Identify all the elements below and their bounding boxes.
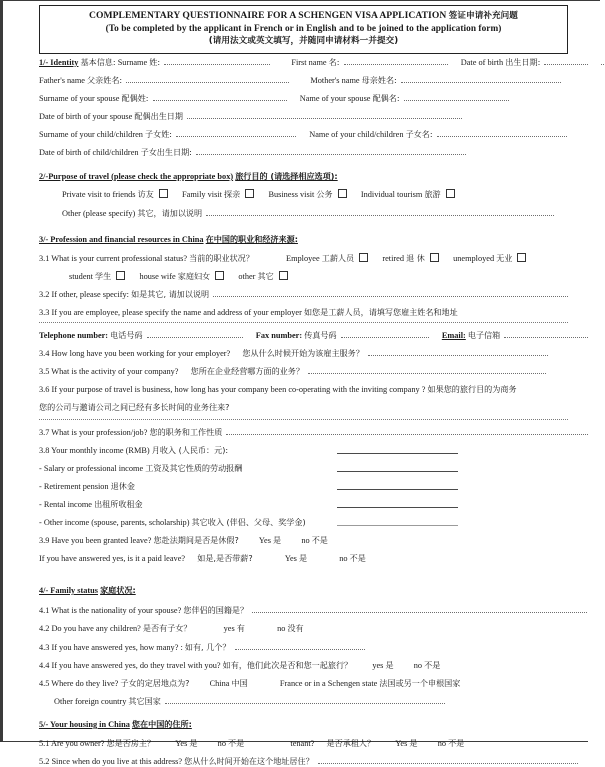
label-spouse-surname-cn: 配偶姓: bbox=[121, 93, 149, 103]
q38-label-en: 3.8 Your monthly income (RMB) bbox=[39, 446, 150, 455]
section3-q32-row bbox=[39, 289, 569, 300]
field-telephone[interactable] bbox=[147, 330, 243, 338]
field-income-total[interactable] bbox=[337, 453, 458, 454]
label-child-name-cn: 子女名: bbox=[405, 129, 433, 139]
field-income-pension[interactable] bbox=[337, 489, 458, 490]
section5-heading-cn: 您在中国的住所: bbox=[131, 719, 192, 729]
section5-q51-row bbox=[39, 738, 464, 749]
label-fax-cn: 传真号码 bbox=[304, 330, 337, 340]
checkbox-student[interactable] bbox=[116, 271, 125, 280]
checkbox-family-visit[interactable] bbox=[245, 189, 254, 198]
q51-label-en: 5.1 Are you owner? bbox=[39, 739, 105, 748]
label-father-cn: 父亲姓名: bbox=[87, 75, 123, 85]
q43-label-en: 4.3 If you have answered yes, how many? : bbox=[39, 643, 183, 652]
checkbox-individual-tourism[interactable] bbox=[446, 189, 455, 198]
income-rental-cn: 出租所收租金 bbox=[94, 499, 143, 509]
q51-tenant-yes-en[interactable]: Yes bbox=[395, 739, 408, 748]
q31-opt-unemployed-en: unemployed bbox=[453, 254, 495, 263]
option-family-visit-cn: 探亲 bbox=[224, 189, 241, 199]
field-firstname[interactable] bbox=[344, 57, 448, 65]
q39b-yes-en[interactable]: Yes bbox=[284, 554, 297, 563]
q37-label-en: 3.7 What is your profession/job? bbox=[39, 428, 148, 437]
q43-label-cn: 如有, 几个？ bbox=[184, 642, 231, 652]
section3-contact-row bbox=[39, 330, 591, 341]
q36-label-cn2: 您的公司与邀请公司之间已经有多长时间的业务往来? bbox=[39, 402, 230, 412]
section4-q42-row bbox=[39, 623, 304, 634]
label-child-dob-en: Date of birth of child/children bbox=[39, 148, 139, 157]
q32-label-en: 3.2 If other, please specify: bbox=[39, 290, 129, 299]
section1-heading-en: 1/- Identity bbox=[39, 58, 79, 67]
option-private-visit-en: Private visit to friends bbox=[62, 190, 136, 199]
section3-income-rental bbox=[39, 499, 143, 510]
income-other-en: - Other income (spouse, parents, scholarship) bbox=[39, 518, 190, 527]
q39-label-cn: 您赴法期间是否是休假? bbox=[153, 535, 239, 545]
label-other-purpose-en: Other (please specify) bbox=[62, 209, 136, 218]
field-q33-address[interactable] bbox=[39, 322, 568, 323]
section1-row-identity bbox=[39, 57, 605, 68]
q31-label-cn: 当前的职业状况？ bbox=[189, 253, 254, 263]
field-other-purpose[interactable] bbox=[206, 208, 554, 216]
label-surname-cn: 姓: bbox=[149, 57, 161, 67]
label-other-purpose-cn: 其它，请加以说明 bbox=[137, 208, 203, 218]
section4-heading bbox=[39, 585, 136, 596]
checkbox-housewife[interactable] bbox=[215, 271, 224, 280]
checkbox-unemployed[interactable] bbox=[517, 253, 526, 262]
field-q34[interactable] bbox=[368, 348, 548, 356]
label-firstname-cn: 名: bbox=[328, 57, 340, 67]
section1-heading-cn: 基本信息: bbox=[80, 57, 116, 67]
q52-label-en: 5.2 Since when do you live at this address? bbox=[39, 757, 183, 766]
label-child-surname-en: Surname of your child/children bbox=[39, 130, 143, 139]
label-surname-en: Surname bbox=[117, 58, 148, 67]
field-q35[interactable] bbox=[308, 366, 546, 374]
q39b-label-cn: 如是,是否带薪? bbox=[197, 553, 253, 563]
label-dob-cn: 出生日期: bbox=[505, 57, 541, 67]
checkbox-private-visit[interactable] bbox=[159, 189, 168, 198]
section1-row-child-name bbox=[39, 129, 568, 140]
section5-q52-row bbox=[39, 756, 579, 767]
section3-heading bbox=[39, 234, 298, 245]
q44-yes-en[interactable]: yes bbox=[372, 661, 384, 670]
q45-label-en: 4.5 Where do they live? bbox=[39, 679, 119, 688]
field-spouse-surname[interactable] bbox=[153, 93, 287, 101]
option-private-visit-cn: 访友 bbox=[137, 189, 154, 199]
field-q43[interactable] bbox=[235, 642, 365, 650]
q31-opt-other-cn: 其它 bbox=[257, 271, 274, 281]
document-title bbox=[46, 10, 561, 23]
label-spouse-surname-en: Surname of your spouse bbox=[39, 94, 120, 103]
q45-label-cn: 子女的定居地点为? bbox=[120, 678, 190, 688]
section3-q39-row bbox=[39, 535, 328, 546]
document-title-en: COMPLEMENTARY QUESTIONNAIRE FOR A SCHENGEN VISA APPLICATION bbox=[89, 10, 447, 21]
label-father-en: Father's name bbox=[39, 76, 85, 85]
section4-q45-row bbox=[39, 678, 460, 689]
label-dob-en: Date of birth bbox=[460, 58, 504, 67]
checkbox-business-visit[interactable] bbox=[338, 189, 347, 198]
q33-label-en: 3.3 If you are employee, please specify the name and address of your employer bbox=[39, 308, 302, 317]
section3-q34-row bbox=[39, 348, 549, 359]
field-income-salary[interactable] bbox=[337, 471, 458, 472]
q44-no-cn[interactable]: 不是 bbox=[424, 660, 441, 670]
q51-tenant-en: tenant? bbox=[290, 739, 315, 748]
field-q41[interactable] bbox=[252, 605, 597, 613]
field-mother-name[interactable] bbox=[401, 75, 561, 83]
q31-opt-employee-cn: 工薪人员 bbox=[321, 253, 355, 263]
q45-china-en[interactable]: China bbox=[209, 679, 230, 688]
section3-heading-en: 3/- Profession and financial resources in China bbox=[39, 235, 204, 244]
section1-row-parents bbox=[39, 75, 562, 86]
option-business-visit-en: Business visit bbox=[268, 190, 315, 199]
field-q32[interactable] bbox=[213, 289, 568, 297]
q31-opt-student-en: student bbox=[69, 272, 93, 281]
q45-other-cn: 其它国家 bbox=[128, 696, 161, 706]
section3-q31-row2 bbox=[69, 271, 290, 282]
q36-label-en: 3.6 If your purpose of travel is business, how long has your company been co-operating with the inviting company ? bbox=[39, 385, 426, 394]
section2-heading bbox=[39, 171, 338, 182]
q39-no-cn[interactable]: 不是 bbox=[311, 535, 328, 545]
income-salary-en: - Salary or professional income bbox=[39, 464, 144, 473]
page-gutter bbox=[588, 1, 600, 743]
q51-tenant-cn: 是否承租人？ bbox=[326, 738, 376, 748]
section4-q43-row bbox=[39, 642, 366, 653]
field-email[interactable] bbox=[504, 330, 590, 338]
q39b-label-en: If you have answered yes, is it a paid leave? bbox=[39, 554, 186, 563]
field-q37[interactable] bbox=[226, 427, 594, 435]
label-email-en: Email: bbox=[441, 331, 466, 340]
section2-other-row bbox=[62, 208, 555, 219]
q45-other-en: Other foreign country bbox=[54, 697, 127, 706]
q51-tenant-no-en[interactable]: no bbox=[437, 739, 446, 748]
field-child-name[interactable] bbox=[437, 129, 567, 137]
document-subtitle-en: (To be completed by the applicant in French or in English and to be joined to the application form) bbox=[105, 23, 502, 34]
q45-france-en[interactable]: France or in a Schengen state bbox=[279, 679, 378, 688]
field-spouse-name[interactable] bbox=[404, 93, 509, 101]
q45-china-cn[interactable]: 中国 bbox=[231, 678, 248, 688]
document-title-cn: 签证申请补充问题 bbox=[448, 11, 518, 21]
q51-label-cn: 您是否房主？ bbox=[106, 738, 156, 748]
label-mother-cn: 母亲姓名: bbox=[361, 75, 397, 85]
q31-opt-housewife-en: house wife bbox=[139, 272, 176, 281]
q39-yes-en[interactable]: Yes bbox=[258, 536, 271, 545]
section3-q36-row2 bbox=[39, 402, 229, 413]
q44-label-cn: 如有，他们此次是否和您一起旅行？ bbox=[222, 660, 353, 670]
field-father-name[interactable] bbox=[126, 75, 289, 83]
field-surname[interactable] bbox=[164, 57, 270, 65]
income-rental-en: - Rental income bbox=[39, 500, 92, 509]
field-income-other[interactable] bbox=[337, 525, 458, 526]
section1-row-spouse-name bbox=[39, 93, 510, 104]
label-email-cn: 电子信箱 bbox=[467, 330, 501, 340]
section3-q35-row bbox=[39, 366, 547, 377]
document-header-box bbox=[39, 5, 568, 54]
q31-opt-housewife-cn: 家庭妇女 bbox=[177, 271, 211, 281]
q32-label-cn: 如是其它, 请加以说明 bbox=[131, 289, 210, 299]
q35-label-cn: 您所在企业经营哪方面的业务？ bbox=[190, 366, 304, 376]
section4-q44-row bbox=[39, 660, 440, 671]
q44-label-en: 4.4 If you have answered yes, do they travel with you? bbox=[39, 661, 221, 670]
q51-yes-cn[interactable]: 是 bbox=[189, 738, 198, 748]
income-other-cn: 其它收入 (伴侣、父母、奖学金) bbox=[191, 517, 306, 527]
field-child-surname[interactable] bbox=[176, 129, 296, 137]
income-pension-en: - Retirement pension bbox=[39, 482, 109, 491]
q33-label-cn: 如您是工薪人员，请填写您雇主姓名和地址 bbox=[303, 307, 458, 317]
field-q52[interactable] bbox=[318, 756, 578, 764]
label-child-name-en: Name of your child/children bbox=[309, 130, 404, 139]
label-spouse-dob-en: Date of birth of your spouse bbox=[39, 112, 133, 121]
q42-yes-en[interactable]: yes bbox=[223, 624, 235, 633]
label-spouse-name-en: Name of your spouse bbox=[299, 94, 371, 103]
checkbox-other-status[interactable] bbox=[279, 271, 288, 280]
label-firstname-en: First name bbox=[291, 58, 327, 67]
label-child-dob-cn: 子女出生日期: bbox=[140, 147, 192, 157]
section3-income-salary bbox=[39, 463, 242, 474]
q39b-no-en[interactable]: no bbox=[339, 554, 348, 563]
q31-opt-retired-cn: 退 休 bbox=[406, 253, 425, 263]
q39-no-en[interactable]: no bbox=[301, 536, 310, 545]
field-q36[interactable] bbox=[39, 419, 568, 420]
q44-yes-cn[interactable]: 是 bbox=[385, 660, 394, 670]
section2-options-row bbox=[62, 189, 457, 200]
q42-label-en: 4.2 Do you have any children? bbox=[39, 624, 141, 633]
option-business-visit-cn: 公务 bbox=[316, 189, 333, 199]
section3-q33-row bbox=[39, 307, 458, 318]
checkbox-employee[interactable] bbox=[359, 253, 368, 262]
q35-label-en: 3.5 What is the activity of your company? bbox=[39, 367, 179, 376]
label-mother-en: Mother's name bbox=[310, 76, 360, 85]
q31-opt-employee-en: Employee bbox=[286, 254, 320, 263]
q42-yes-cn[interactable]: 有 bbox=[236, 623, 245, 633]
income-salary-cn: 工资及其它性质的劳动报酬 bbox=[145, 463, 243, 473]
option-family-visit-en: Family visit bbox=[182, 190, 222, 199]
section3-q36-row bbox=[39, 384, 517, 395]
section3-q39b-row bbox=[39, 553, 366, 564]
section3-q37-row bbox=[39, 427, 595, 438]
section5-heading bbox=[39, 719, 192, 730]
section3-heading-cn: 在中国的职业和经济来源: bbox=[205, 234, 298, 244]
q41-label-cn: 您伴侣的国籍是？ bbox=[183, 605, 249, 615]
section3-q31-row bbox=[39, 253, 528, 264]
section3-income-other bbox=[39, 517, 306, 528]
q38-label-cn: 月收入 (人民币：元): bbox=[151, 445, 229, 455]
label-spouse-dob-cn: 配偶出生日期 bbox=[134, 111, 183, 121]
section1-row-spouse-dob bbox=[39, 111, 463, 122]
section3-income-pension bbox=[39, 481, 135, 492]
q31-label-en: 3.1 What is your current professional status? bbox=[39, 254, 188, 263]
section4-q41-row bbox=[39, 605, 598, 616]
field-child-dob[interactable] bbox=[196, 147, 466, 155]
section2-heading-cn: 旅行目的 (请选择相应选项): bbox=[235, 171, 338, 181]
q51-tenant-no-cn[interactable]: 不是 bbox=[448, 738, 465, 748]
label-fax-en: Fax number: bbox=[255, 331, 303, 340]
q31-opt-retired-en: retired bbox=[382, 254, 405, 263]
option-individual-tourism-cn: 旅游 bbox=[424, 189, 441, 199]
q52-label-cn: 您从什么时间开始在这个地址居住？ bbox=[184, 756, 314, 766]
q39b-no-cn[interactable]: 不是 bbox=[349, 553, 366, 563]
q39-yes-cn[interactable]: 是 bbox=[273, 535, 282, 545]
q51-yes-en[interactable]: Yes bbox=[175, 739, 188, 748]
document-subtitle-cn: (请用法文或英文填写，并随同申请材料一并提交) bbox=[208, 36, 399, 47]
q39-label-en: 3.9 Have you been granted leave? bbox=[39, 536, 152, 545]
q39b-yes-cn[interactable]: 是 bbox=[298, 553, 308, 563]
section4-heading-en: 4/- Family status bbox=[39, 586, 98, 595]
option-individual-tourism-en: Individual tourism bbox=[360, 190, 423, 199]
label-telephone-en: Telephone number: bbox=[39, 331, 109, 340]
field-q45-other[interactable] bbox=[165, 696, 445, 704]
checkbox-retired[interactable] bbox=[430, 253, 439, 262]
section3-q38-row bbox=[39, 445, 228, 456]
q31-opt-unemployed-cn: 无业 bbox=[496, 253, 513, 263]
section2-heading-en: 2/-Purpose of travel (please check the appropriate box) bbox=[39, 172, 234, 181]
q36-label-cn: 如果您的旅行目的为商务 bbox=[427, 384, 517, 394]
q34-label-en: 3.4 How long have you been working for your employer? bbox=[39, 349, 231, 358]
field-fax[interactable] bbox=[341, 330, 429, 338]
q41-label-en: 4.1 What is the nationality of your spouse? bbox=[39, 606, 182, 615]
q51-no-en[interactable]: no bbox=[217, 739, 226, 748]
q34-label-cn: 您从什么时候开始为该雇主服务？ bbox=[242, 348, 364, 358]
q42-label-cn: 是否有子女？ bbox=[142, 623, 192, 633]
section4-q45-other-row bbox=[54, 696, 446, 707]
q31-opt-other-en: other bbox=[238, 272, 256, 281]
q42-no-cn[interactable]: 没有 bbox=[287, 623, 304, 633]
section5-heading-en: 5/- Your housing in China bbox=[39, 720, 130, 729]
q51-no-cn[interactable]: 不是 bbox=[228, 738, 245, 748]
section1-row-child-dob bbox=[39, 147, 467, 158]
q31-opt-student-cn: 学生 bbox=[95, 271, 112, 281]
q37-label-cn: 您的职务和工作性质 bbox=[149, 427, 223, 437]
field-income-rental[interactable] bbox=[337, 507, 458, 508]
q45-france-cn[interactable]: 法国或另一个申根国家 bbox=[379, 678, 461, 688]
label-telephone-cn: 电话号码 bbox=[110, 330, 143, 340]
q42-no-en[interactable]: no bbox=[277, 624, 286, 633]
q44-no-en[interactable]: no bbox=[413, 661, 423, 670]
income-pension-cn: 退休金 bbox=[110, 481, 135, 491]
document-sheet bbox=[6, 1, 588, 766]
section4-heading-cn: 家庭状况: bbox=[100, 585, 136, 595]
label-child-surname-cn: 子女姓: bbox=[145, 129, 173, 139]
field-spouse-dob[interactable] bbox=[187, 111, 462, 119]
q51-tenant-yes-cn[interactable]: 是 bbox=[409, 738, 418, 748]
label-spouse-name-cn: 配偶名: bbox=[372, 93, 400, 103]
